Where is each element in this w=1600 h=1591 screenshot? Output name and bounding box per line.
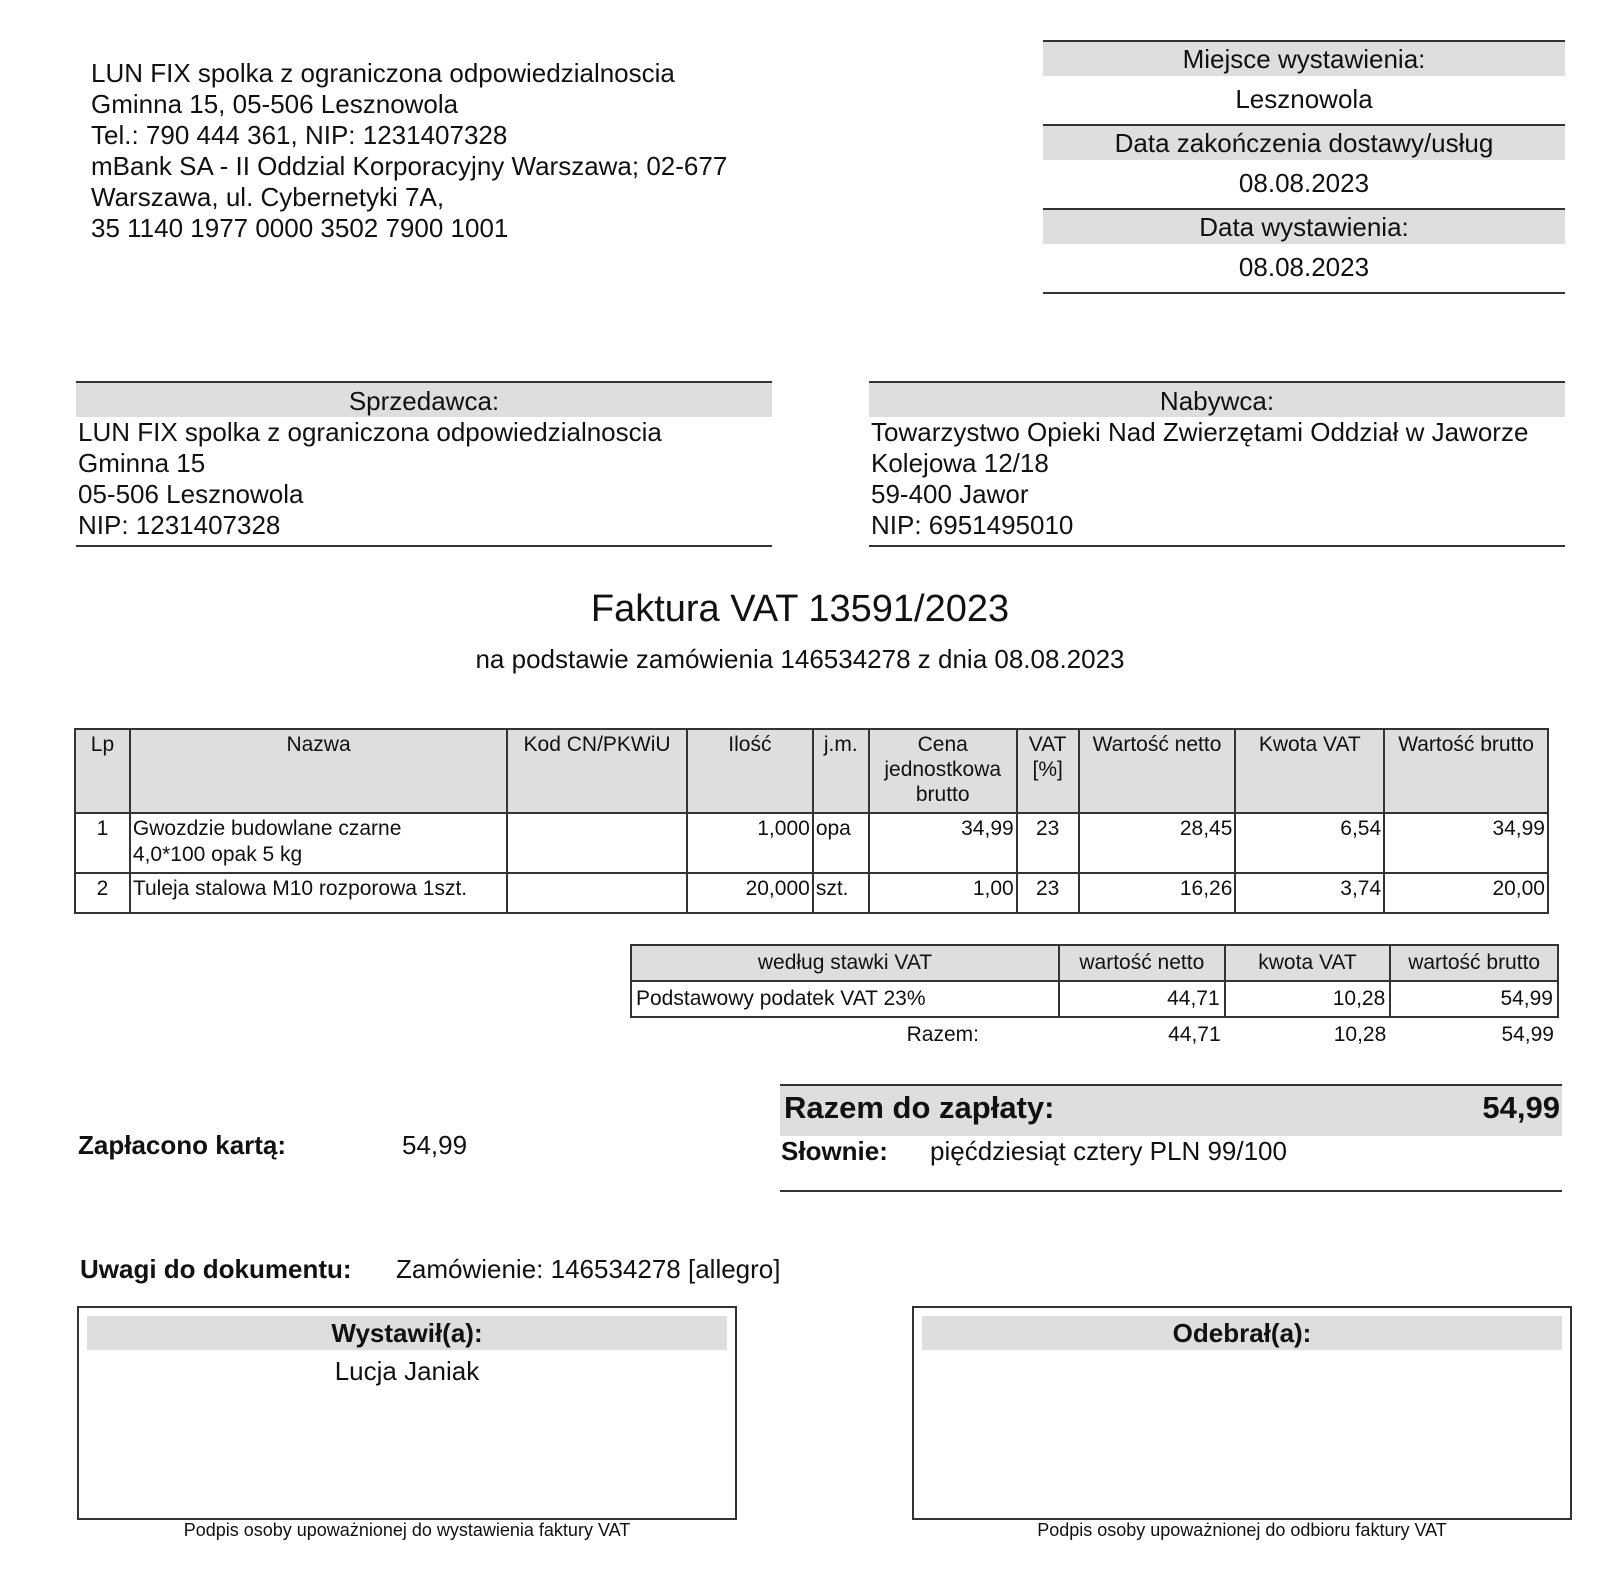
col-unit-price-line: brutto — [915, 783, 970, 806]
vat-total-net: 44,71 — [1168, 1023, 1221, 1046]
delivery-date-value: 08.08.2023 — [1238, 168, 1370, 198]
seller-block — [76, 381, 772, 547]
vat-total-amount: 10,28 — [1333, 1023, 1387, 1046]
buyer-details — [869, 417, 1565, 545]
invoice-title: Faktura VAT 13591/2023 — [590, 588, 1010, 630]
vat-rate-row — [631, 981, 1558, 1017]
cell-unit: opa — [813, 813, 869, 873]
vat-rate-gross: 54,99 — [1390, 981, 1558, 1017]
buyer-line: NIP: 6951495010 — [871, 510, 1074, 540]
total-to-pay-value: 54,99 — [1482, 1090, 1560, 1125]
cell-vat-amount: 3,74 — [1235, 873, 1384, 913]
company-line: Gminna 15, 05-506 Lesznowola — [91, 89, 459, 119]
place-block — [1043, 40, 1565, 124]
cell-name-line: 4,0*100 opak 5 kg — [132, 843, 303, 866]
col-unit-price-line: Cena — [917, 733, 968, 756]
place-label: Miejsce wystawienia: — [1043, 42, 1565, 76]
buyer-line: Kolejowa 12/18 — [871, 448, 1049, 478]
notes-label: Uwagi do dokumentu: — [80, 1254, 352, 1284]
invoice-subtitle: na podstawie zamówienia 146534278 z dnia 08.08.2023 — [475, 644, 1125, 674]
seller-line: LUN FIX spolka z ograniczona odpowiedzialnoscia — [78, 417, 662, 447]
col-name: Nazwa — [130, 729, 507, 813]
vat-total-row — [631, 1017, 1558, 1052]
seller-details — [76, 417, 772, 545]
cell-name — [130, 813, 507, 873]
invoice-meta-panel — [1043, 40, 1565, 294]
company-line: mBank SA - II Oddzial Korporacyjny Warszawa; 02-677 — [91, 151, 728, 181]
vat-rate-name: Podstawowy podatek VAT 23% — [631, 981, 1059, 1017]
receiver-signature-box — [912, 1306, 1572, 1520]
cell-net: 16,26 — [1079, 873, 1236, 913]
issuer-signature-box — [77, 1306, 737, 1520]
seller-line: 05-506 Lesznowola — [78, 479, 304, 509]
receiver-caption: Podpis osoby upoważnionej do odbioru faktury VAT — [1037, 1520, 1447, 1540]
cell-gross: 20,00 — [1384, 873, 1548, 913]
items-table — [74, 728, 1549, 914]
col-gross: Wartość brutto — [1384, 729, 1548, 813]
buyer-block — [869, 381, 1565, 547]
col-code: Kod CN/PKWiU — [507, 729, 687, 813]
place-value: Lesznowola — [1235, 84, 1373, 114]
col-unit-price-line: jednostkowa — [884, 758, 1002, 781]
cell-unit-price: 34,99 — [869, 813, 1017, 873]
col-vat-amount: Kwota VAT — [1235, 729, 1384, 813]
company-line: 35 1140 1977 0000 3502 7900 1001 — [91, 213, 509, 243]
cell-code — [507, 873, 687, 913]
cell-lp: 1 — [75, 813, 130, 873]
delivery-date-label: Data zakończenia dostawy/usług — [1043, 126, 1565, 160]
company-line: Tel.: 790 444 361, NIP: 1231407328 — [91, 120, 508, 150]
cell-net: 28,45 — [1079, 813, 1236, 873]
company-line: Warszawa, ul. Cybernetyki 7A, — [91, 182, 445, 212]
delivery-date-block — [1043, 124, 1565, 208]
receiver-label: Odebrał(a): — [922, 1316, 1562, 1350]
cell-qty: 20,000 — [687, 873, 813, 913]
col-vat-rate-line: VAT — [1028, 733, 1067, 756]
cell-vat-rate: 23 — [1017, 813, 1079, 873]
issue-date-label: Data wystawienia: — [1043, 210, 1565, 244]
seller-line: NIP: 1231407328 — [78, 510, 281, 540]
cell-gross: 34,99 — [1384, 813, 1548, 873]
cell-code — [507, 813, 687, 873]
buyer-label: Nabywca: — [869, 383, 1565, 417]
vat-col-net: wartość netto — [1059, 945, 1225, 981]
company-header — [91, 58, 727, 244]
issuer-caption: Podpis osoby upoważnionej do wystawienia faktury VAT — [183, 1520, 631, 1540]
col-qty: Ilość — [687, 729, 813, 813]
col-vat-rate — [1017, 729, 1079, 813]
buyer-line: 59-400 Jawor — [871, 479, 1029, 509]
seller-line: Gminna 15 — [78, 448, 206, 478]
vat-col-rate: według stawki VAT — [631, 945, 1059, 981]
items-header-row — [75, 729, 1548, 813]
notes-value: Zamówienie: 146534278 [allegro] — [396, 1254, 781, 1284]
company-line: LUN FIX spolka z ograniczona odpowiedzialnoscia — [91, 58, 675, 88]
cell-unit-price: 1,00 — [869, 873, 1017, 913]
cell-qty: 1,000 — [687, 813, 813, 873]
cell-lp: 2 — [75, 873, 130, 913]
vat-total-gross: 54,99 — [1501, 1023, 1554, 1046]
vat-rate-net: 44,71 — [1059, 981, 1225, 1017]
cell-unit: szt. — [813, 873, 869, 913]
issuer-label: Wystawił(a): — [87, 1316, 727, 1350]
col-vat-rate-line: [%] — [1032, 758, 1063, 781]
amount-in-words-value: pięćdziesiąt cztery PLN 99/100 — [930, 1136, 1287, 1166]
table-row — [75, 813, 1548, 873]
vat-total-label: Razem: — [906, 1023, 979, 1046]
seller-label: Sprzedawca: — [76, 383, 772, 417]
total-divider — [780, 1190, 1562, 1192]
col-lp: Lp — [75, 729, 130, 813]
paid-value: 54,99 — [402, 1130, 468, 1160]
total-to-pay-label: Razem do zapłaty: — [784, 1090, 1055, 1125]
issuer-name: Lucja Janiak — [334, 1356, 480, 1386]
paid-label: Zapłacono kartą: — [78, 1130, 287, 1160]
vat-col-gross: wartość brutto — [1390, 945, 1558, 981]
buyer-line: Towarzystwo Opieki Nad Zwierzętami Oddział w Jaworze — [871, 417, 1529, 447]
col-unit: j.m. — [813, 729, 869, 813]
col-net: Wartość netto — [1079, 729, 1236, 813]
vat-rate-amount: 10,28 — [1225, 981, 1391, 1017]
cell-vat-amount: 6,54 — [1235, 813, 1384, 873]
amount-in-words-label: Słownie: — [781, 1136, 888, 1166]
cell-name-line: Gwozdzie budowlane czarne — [132, 817, 402, 840]
issue-date-block — [1043, 208, 1565, 292]
vat-header-row — [631, 945, 1558, 981]
col-unit-price — [869, 729, 1017, 813]
cell-name: Tuleja stalowa M10 rozporowa 1szt. — [130, 873, 507, 913]
vat-col-amount: kwota VAT — [1225, 945, 1391, 981]
vat-summary-table — [630, 944, 1559, 1052]
meta-divider — [1043, 292, 1565, 294]
cell-vat-rate: 23 — [1017, 873, 1079, 913]
issue-date-value: 08.08.2023 — [1238, 252, 1370, 282]
table-row — [75, 873, 1548, 913]
